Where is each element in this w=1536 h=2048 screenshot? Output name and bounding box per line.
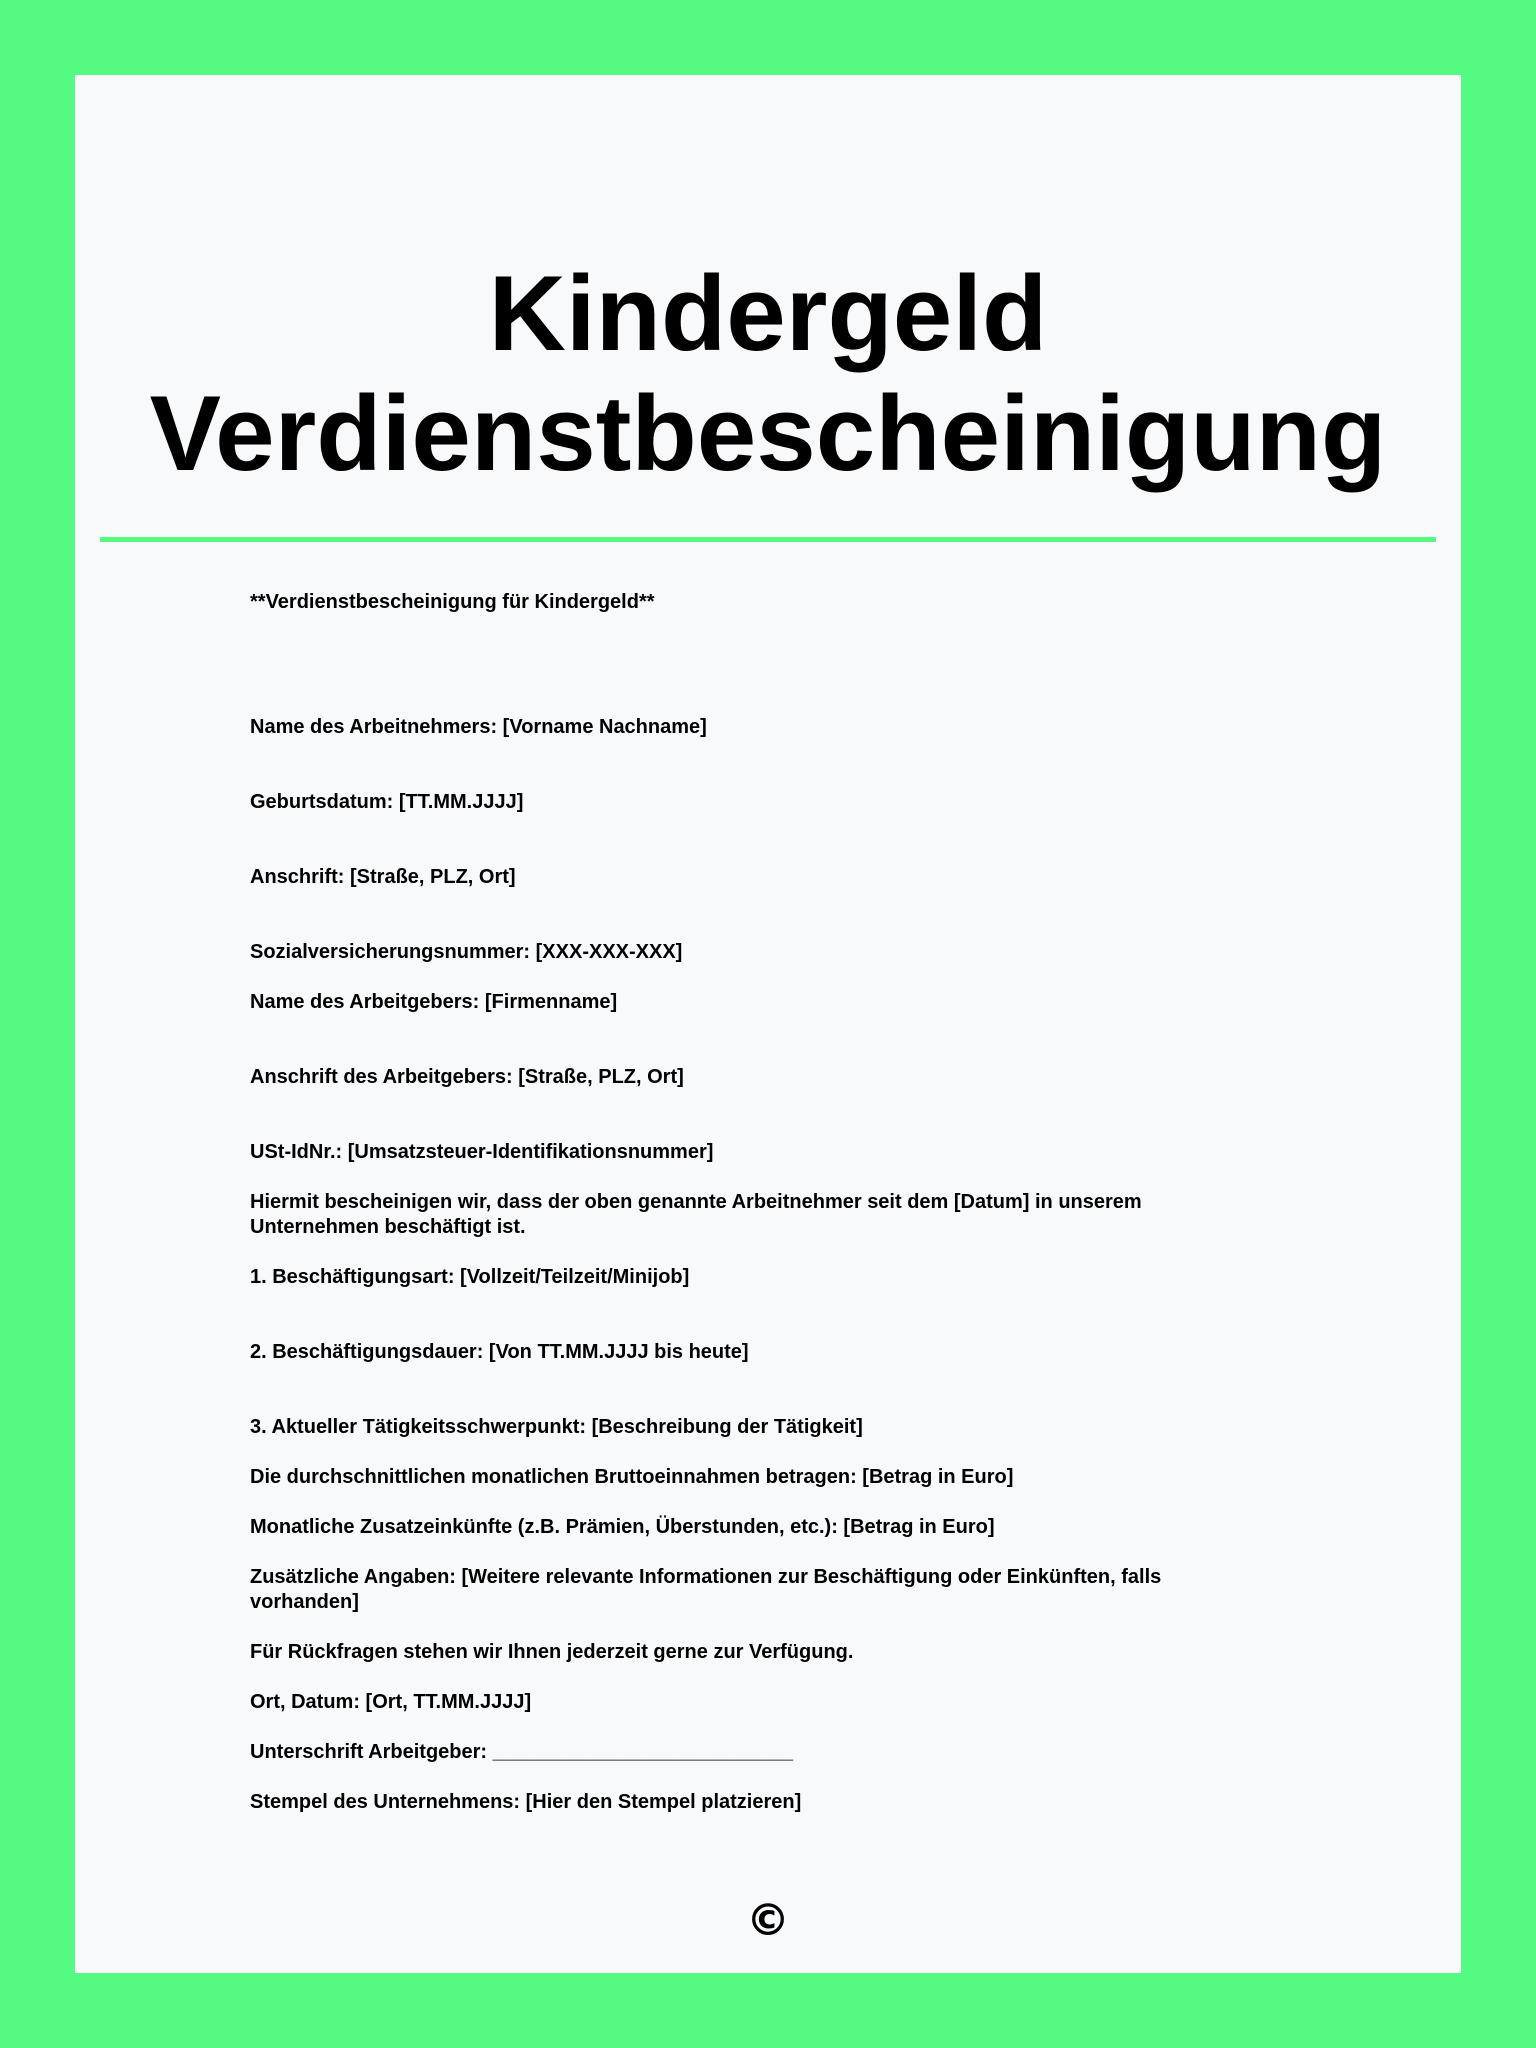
employment-statement: Hiermit bescheinigen wir, dass der oben genannte Arbeitnehmer seit dem [Datum] in unserem Unternehmen beschäftigt ist. <box>250 1191 1142 1238</box>
title-line-1: Kindergeld <box>488 253 1048 373</box>
contact-note: Für Rückfragen stehen wir Ihnen jederzeit gerne zur Verfügung. <box>250 1641 854 1663</box>
employment-focus: 3. Aktueller Tätigkeitsschwerpunkt: [Beschreibung der Tätigkeit] <box>250 1416 863 1438</box>
place-date: Ort, Datum: [Ort, TT.MM.JJJJ] <box>250 1691 532 1713</box>
page-title <box>75 253 1461 493</box>
field-employer-name: Name des Arbeitgebers: [Firmenname] <box>250 991 618 1013</box>
copyright-icon: © <box>746 1895 790 1946</box>
title-divider <box>100 537 1436 542</box>
field-vat-id: USt-IdNr.: [Umsatzsteuer-Identifikationsnummer] <box>250 1141 714 1163</box>
additional-info: Zusätzliche Angaben: [Weitere relevante Informationen zur Beschäftigung oder Einkünften, falls vorhanden] <box>250 1566 1162 1613</box>
income-gross: Die durchschnittlichen monatlichen Bruttoeinnahmen betragen: [Betrag in Euro] <box>250 1466 1014 1488</box>
title-line-2: Verdienstbescheinigung <box>149 373 1387 493</box>
field-employee-name: Name des Arbeitnehmers: [Vorname Nachname] <box>250 716 707 738</box>
employment-duration: 2. Beschäftigungsdauer: [Von TT.MM.JJJJ bis heute] <box>250 1341 749 1363</box>
income-additional: Monatliche Zusatzeinkünfte (z.B. Prämien, Überstunden, etc.): [Betrag in Euro] <box>250 1516 995 1538</box>
field-social-security-number: Sozialversicherungsnummer: [XXX-XXX-XXX] <box>250 941 683 963</box>
field-employer-address: Anschrift des Arbeitgebers: [Straße, PLZ, Ort] <box>250 1066 684 1088</box>
field-address: Anschrift: [Straße, PLZ, Ort] <box>250 866 516 888</box>
employer-signature: Unterschrift Arbeitgeber: ___________________________ <box>250 1741 793 1763</box>
field-birth-date: Geburtsdatum: [TT.MM.JJJJ] <box>250 791 524 813</box>
company-stamp: Stempel des Unternehmens: [Hier den Stempel platzieren] <box>250 1791 802 1813</box>
document-page <box>75 75 1461 1973</box>
document-subtitle: **Verdienstbescheinigung für Kindergeld** <box>250 591 655 613</box>
employment-type: 1. Beschäftigungsart: [Vollzeit/Teilzeit/Minijob] <box>250 1266 690 1288</box>
